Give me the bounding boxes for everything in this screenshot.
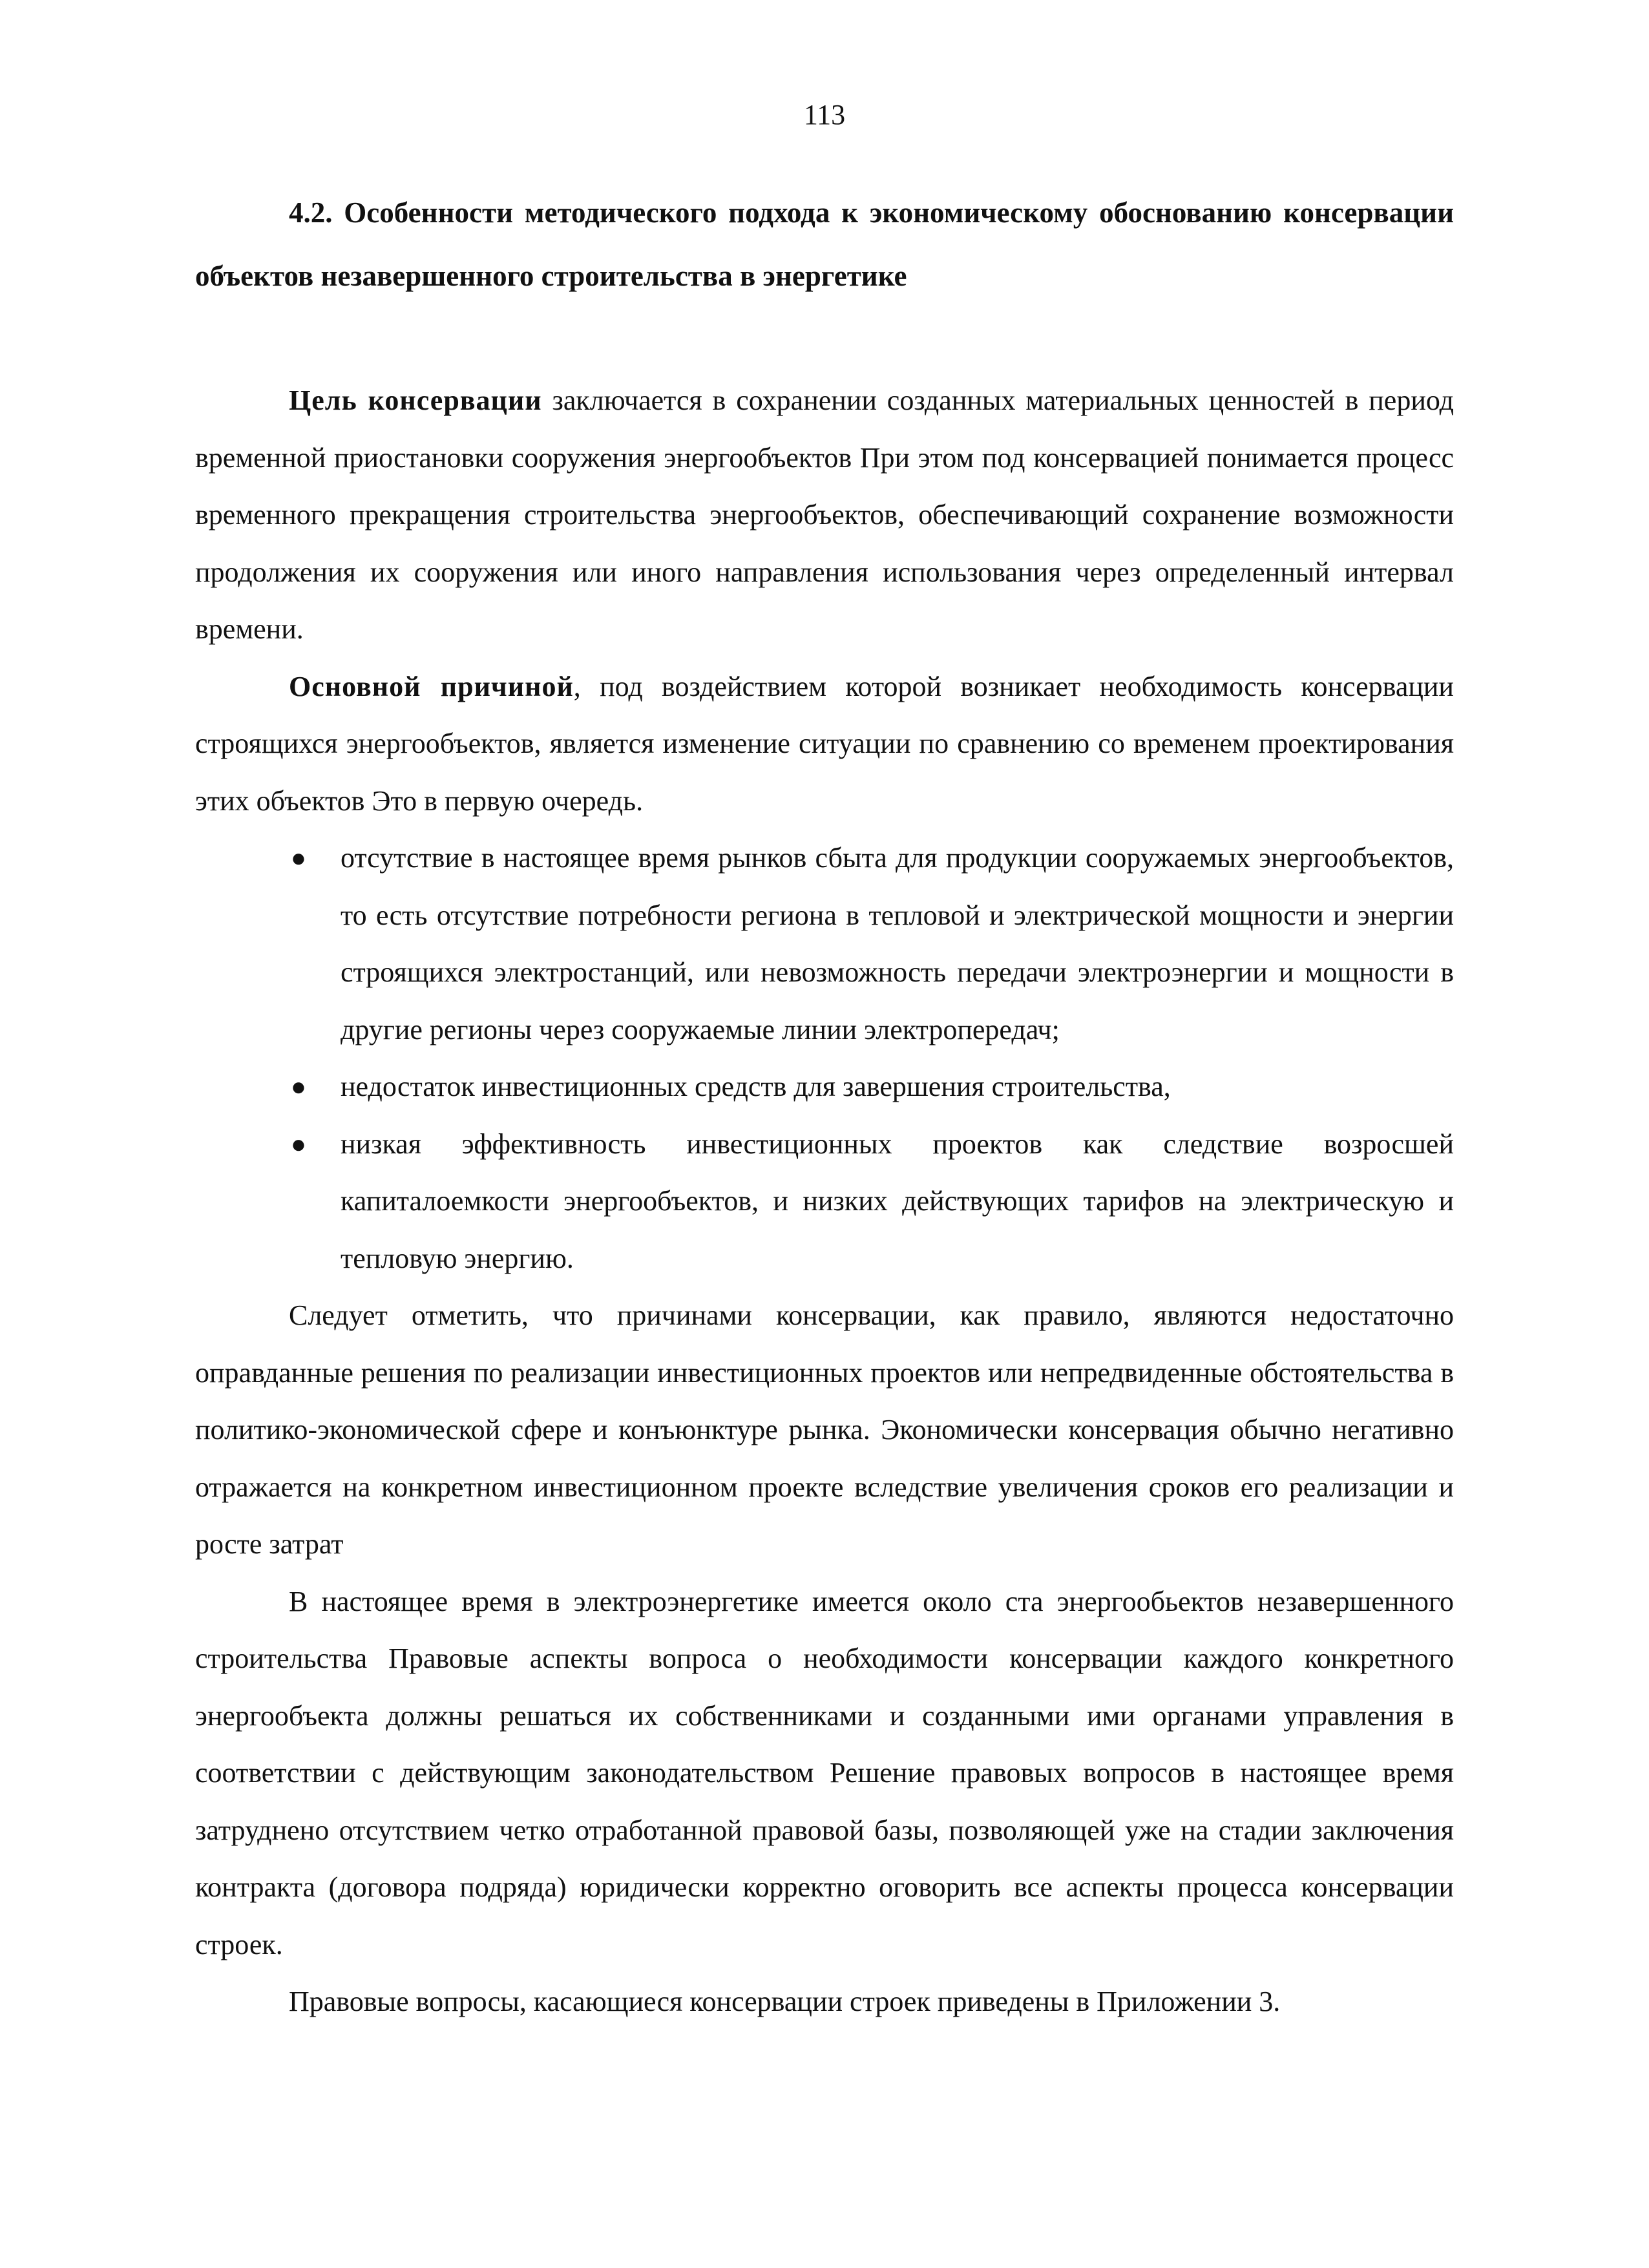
page-content bbox=[195, 181, 1454, 2031]
paragraph-appendix-reference: Правовые вопросы, касающиеся консервации строек приведены в Приложении 3. bbox=[289, 1986, 1281, 2017]
spacer bbox=[195, 308, 1454, 372]
bullet-icon: ● bbox=[290, 843, 307, 872]
list-item-text: низкая эффективность инвестиционных проектов как следствие возросшей капиталоемкости энергообъектов, и низких действующих тарифов на электрическую и тепловую энергию. bbox=[341, 1128, 1454, 1274]
section-heading: 4.2. Особенности методического подхода к экономическому обоснованию консервации объектов незавершенного строительства в энергетике bbox=[195, 196, 1454, 292]
term-goal: Цель консервации bbox=[289, 384, 542, 416]
paragraph-legal-aspects: В настоящее время в электроэнергетике имеется около ста энергообьектов незавершенного строительства Правовые аспекты вопроса о необходимости консервации каждого конкретного энергообъекта должны решаться их собственниками и созданными ими органами управления в соответствии с действующим законодательством Решение правовых вопросов в настоящее время затруднено отсутствием четко отработанной правовой базы, позволяющей уже на стадии заключения контракта (договора подряда) юридически корректно оговорить все аспекты процесса консервации строек. bbox=[195, 1585, 1454, 1960]
paragraph-goal-text: заключается в сохранении созданных материальных ценностей в период временной приостановки сооружения энергообъектов При этом под консервацией понимается процесс временного прекращения строительства энергообъектов, обеспечивающий сохранение возможности продолжения их сооружения или иного направления использования через определенный интервал времени. bbox=[195, 384, 1454, 645]
paragraph-main-reason-text: , под воздействием которой возникает необходимость консервации строящихся энергообъектов, является изменение ситуации по сравнению со временем проектирования этих объектов Это в первую очередь. bbox=[195, 670, 1454, 817]
paragraph-main-reason bbox=[195, 658, 1454, 830]
reasons-list bbox=[195, 830, 1454, 1287]
list-item bbox=[195, 1058, 1454, 1116]
bullet-icon: ● bbox=[290, 1072, 307, 1101]
paragraph-goal bbox=[195, 372, 1454, 658]
page-number: 113 bbox=[803, 99, 846, 131]
list-item-text: недостаток инвестиционных средств для завершения строительства, bbox=[341, 1071, 1171, 1102]
list-item bbox=[195, 830, 1454, 1058]
paragraph-conservation-causes: Следует отметить, что причинами консервации, как правило, являются недостаточно оправданные решения по реализации инвестиционных проектов или непредвиденные обстоятельства в политико-экономической сфере и конъюнктуре рынка. Экономически консервация обычно негативно отражается на конкретном инвестиционном проекте вследствие увеличения сроков его реализации и росте затрат bbox=[195, 1299, 1454, 1560]
list-item bbox=[195, 1116, 1454, 1288]
list-item-text: отсутствие в настоящее время рынков сбыта для продукции сооружаемых энергообъектов, то есть отсутствие потребности региона в тепловой и электрической мощности и энергии строящихся электростанций, или невозможность передачи электроэнергии и мощности в другие регионы через сооружаемые линии электропередач; bbox=[341, 842, 1454, 1045]
term-main-reason: Основной причиной bbox=[289, 670, 574, 702]
bullet-icon: ● bbox=[290, 1129, 307, 1159]
